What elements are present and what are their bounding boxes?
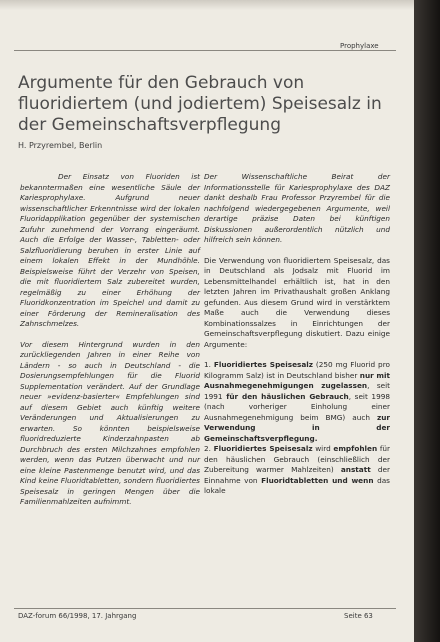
body-text: , seit 1991	[204, 381, 390, 401]
bold-text: zur Verwendung in der Gemeinschaftsverpflegung.	[204, 412, 390, 443]
body-text: für den häuslichen Gebrauch (einschließlich der Zubereitung warmer Mahlzeiten)	[204, 444, 391, 474]
body-text: (250 mg Fluorid pro Kilogramm Salz) ist in Deutschland bisher	[204, 360, 390, 380]
body-text: wird	[312, 444, 334, 453]
argument-list	[204, 360, 390, 497]
footer-journal: DAZ-forum 66/1998, 17. Jahrgang	[18, 612, 137, 620]
body-text: , seit 1998 (nach vorheriger Einholung einer Ausnahmegenehmigung beim BMG) auch	[204, 391, 390, 422]
body-text: der Einnahme von	[204, 465, 390, 485]
argument-number: 1.	[204, 360, 211, 369]
page-top-edge	[0, 0, 414, 10]
bold-text: empfohlen	[333, 444, 378, 453]
left-column	[20, 172, 200, 518]
bold-text: für den häuslichen Gebrauch	[226, 391, 349, 401]
section-label: Prophylaxe	[340, 42, 379, 50]
article-author: H. Przyrembel, Berlin	[18, 141, 103, 150]
intro-paragraph-3: Der Wissenschaftliche Beirat der Informationsstelle für Kariesprophylaxe des DAZ dankt deshalb Frau Professor Przyrembel für die nachfolgend wiedergegebenen Argumente, weil derartige präzise Daten bei künftigen Diskussionen außerordentlich nützlich und hilfreich sein können.	[204, 172, 390, 244]
bold-text: anstatt	[340, 465, 371, 474]
page-shadow-edge	[414, 0, 440, 642]
bold-text: Fluoridtabletten und wenn	[261, 475, 374, 485]
bold-text: nur mit Ausnahmegenehmigungen zugelassen	[204, 370, 390, 390]
argument-item-2	[204, 444, 390, 497]
header-rule	[14, 50, 396, 51]
article-title: Argumente für den Gebrauch von fluoridiertem (und jodiertem) Speisesalz in der Gemeinschaftsverpflegung	[18, 73, 382, 136]
footer-rule	[14, 608, 396, 609]
footer-page-number: Seite 63	[344, 612, 373, 620]
intro-paragraph-1: Der Einsatz von Fluoriden ist bekanntermaßen eine wesentliche Säule der Kariesprophylaxe. Aufgrund neuer wissenschaftlicher Erkenntnisse wird der lokalen Fluoridapplikation gegenüber der systemischen Zufuhr zunehmend der Vorrang eingeräumt. Auch die Erfolge der Wasser-, Tabletten- oder Salzfluoridierung beruhen in erster Linie auf einem lokalen Effekt in der Mundhöhle. Beispielsweise führt der Verzehr von Speisen, die mit fluoridiertem Salz zubereitet wurden, regelmäßig zu einer Erhöhung der Fluoridkonzentration im Speichel und damit zu einer Förderung der Remineralisation des Zahnschmelzes.	[20, 172, 200, 328]
right-column	[204, 172, 390, 497]
bold-text: Fluoridiertes Speisesalz	[213, 444, 313, 453]
argument-item-1	[204, 360, 390, 444]
body-text: das lokale	[204, 475, 390, 495]
intro-paragraph-2: Vor diesem Hintergrund wurden in den zurückliegenden Jahren in einer Reihe von Ländern - so auch in Deutschland - die Dosierungsempfehlungen für die Fluorid Supplementation verändert. Auf der Grundlage neuer »evidenz-basierter« Empfehlungen sind auf diesem Gebiet auch künftig weitere Veränderungen und Aktualisierungen zu erwarten. So könnten beispielsweise fluoridreduzierte Kinderzahnpasten ab Durchbruch des ersten Milchzahnes empfohlen werden, wenn das Putzen überwacht und nur eine kleine Pastenmenge benutzt wird, und das Kind keine Fluoridtabletten, sondern fluoridiertes Speisesalz in geringen Mengen über die Familienmahlzeiten aufnimmt.	[20, 339, 200, 506]
argument-number: 2.	[204, 444, 211, 453]
body-paragraph: Die Verwendung von fluoridiertem Speisesalz, das in Deutschland als Jodsalz mit Fluorid im Lebensmittelhandel erhältlich ist, hat in den letzten Jahren im Privathaushalt großen Anklang gefunden. Aus diesem Grund wird in verstärktem Maße auch die Verwendung dieses Kombinationssalzes in Einrichtungen der Gemeinschaftsverpflegung diskutiert. Dazu einige Argumente:	[204, 255, 390, 349]
bold-text: Fluoridiertes Speisesalz	[213, 360, 314, 369]
